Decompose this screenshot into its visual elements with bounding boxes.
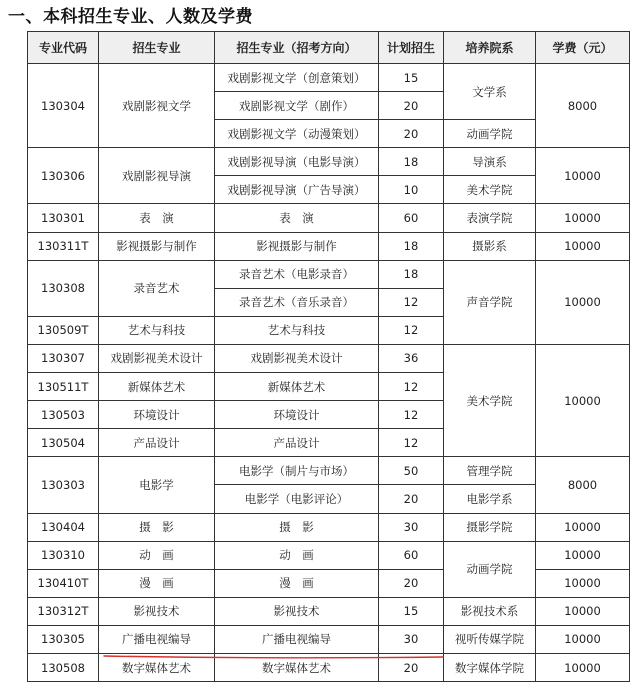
fee-cell: 10000 (536, 513, 630, 541)
plan-cell: 20 (379, 569, 444, 597)
code-cell: 130305 (28, 625, 99, 653)
table-row (28, 541, 630, 569)
code-cell: 130508 (28, 653, 99, 681)
plan-cell: 20 (379, 485, 444, 513)
major-cell: 电影学 (99, 457, 215, 513)
direction-cell: 动 画 (215, 541, 379, 569)
plan-cell: 12 (379, 401, 444, 429)
dept-cell: 摄影学院 (444, 513, 536, 541)
plan-cell: 12 (379, 373, 444, 401)
header-fee: 学费（元） (536, 32, 630, 64)
major-cell: 新媒体艺术 (99, 373, 215, 401)
major-cell: 艺术与科技 (99, 316, 215, 344)
direction-cell: 漫 画 (215, 569, 379, 597)
direction-cell: 表 演 (215, 204, 379, 232)
table-row (28, 232, 630, 260)
major-cell: 戏剧影视文学 (99, 64, 215, 148)
dept-cell: 数字媒体学院 (444, 653, 536, 681)
major-cell: 戏剧影视导演 (99, 148, 215, 204)
fee-cell: 10000 (536, 148, 630, 204)
plan-cell: 12 (379, 288, 444, 316)
major-cell: 产品设计 (99, 429, 215, 457)
header-direction: 招生专业（招考方向） (215, 32, 379, 64)
code-cell: 130312T (28, 597, 99, 625)
direction-cell: 环境设计 (215, 401, 379, 429)
table-row (28, 513, 630, 541)
major-cell: 表 演 (99, 204, 215, 232)
direction-cell: 电影学（电影评论） (215, 485, 379, 513)
fee-cell: 10000 (536, 232, 630, 260)
dept-cell: 影视技术系 (444, 597, 536, 625)
table-row (28, 569, 630, 597)
direction-cell: 戏剧影视美术设计 (215, 344, 379, 372)
fee-cell: 10000 (536, 541, 630, 569)
plan-cell: 12 (379, 316, 444, 344)
major-cell: 数字媒体艺术 (99, 653, 215, 681)
major-cell: 影视技术 (99, 597, 215, 625)
direction-cell: 戏剧影视文学（动漫策划） (215, 120, 379, 148)
table-row (28, 457, 630, 485)
fee-cell: 10000 (536, 260, 630, 344)
major-cell: 戏剧影视美术设计 (99, 344, 215, 372)
table-row (28, 625, 630, 653)
enrollment-table (27, 31, 630, 682)
dept-cell: 美术学院 (444, 176, 536, 204)
fee-cell: 10000 (536, 344, 630, 456)
fee-cell: 8000 (536, 64, 630, 148)
direction-cell: 摄 影 (215, 513, 379, 541)
table-row (28, 204, 630, 232)
plan-cell: 20 (379, 653, 444, 681)
table-row (28, 148, 630, 176)
plan-cell: 36 (379, 344, 444, 372)
plan-cell: 30 (379, 513, 444, 541)
direction-cell: 电影学（制片与市场） (215, 457, 379, 485)
direction-cell: 广播电视编导 (215, 625, 379, 653)
code-cell: 130301 (28, 204, 99, 232)
plan-cell: 60 (379, 204, 444, 232)
code-cell: 130304 (28, 64, 99, 148)
code-cell: 130310 (28, 541, 99, 569)
major-cell: 广播电视编导 (99, 625, 215, 653)
direction-cell: 影视技术 (215, 597, 379, 625)
dept-cell: 声音学院 (444, 260, 536, 344)
header-major: 招生专业 (99, 32, 215, 64)
fee-cell: 10000 (536, 204, 630, 232)
major-cell: 动 画 (99, 541, 215, 569)
dept-cell: 导演系 (444, 148, 536, 176)
direction-cell: 录音艺术（电影录音） (215, 260, 379, 288)
code-cell: 130308 (28, 260, 99, 316)
direction-cell: 戏剧影视导演（广告导演） (215, 176, 379, 204)
fee-cell: 10000 (536, 625, 630, 653)
major-cell: 环境设计 (99, 401, 215, 429)
dept-cell: 动画学院 (444, 120, 536, 148)
section-title: 一、本科招生专业、人数及学费 (8, 7, 253, 27)
plan-cell: 18 (379, 232, 444, 260)
plan-cell: 10 (379, 176, 444, 204)
direction-cell: 产品设计 (215, 429, 379, 457)
plan-cell: 50 (379, 457, 444, 485)
table-row (28, 260, 630, 288)
fee-cell: 8000 (536, 457, 630, 513)
dept-cell: 表演学院 (444, 204, 536, 232)
code-cell: 130303 (28, 457, 99, 513)
direction-cell: 影视摄影与制作 (215, 232, 379, 260)
direction-cell: 录音艺术（音乐录音） (215, 288, 379, 316)
direction-cell: 戏剧影视导演（电影导演） (215, 148, 379, 176)
code-cell: 130504 (28, 429, 99, 457)
plan-cell: 18 (379, 148, 444, 176)
code-cell: 130307 (28, 344, 99, 372)
dept-cell: 美术学院 (444, 344, 536, 456)
fee-cell: 10000 (536, 597, 630, 625)
header-code: 专业代码 (28, 32, 99, 64)
code-cell: 130509T (28, 316, 99, 344)
plan-cell: 30 (379, 625, 444, 653)
plan-cell: 18 (379, 260, 444, 288)
dept-cell: 管理学院 (444, 457, 536, 485)
fee-cell: 10000 (536, 569, 630, 597)
table-row (28, 597, 630, 625)
dept-cell: 文学系 (444, 64, 536, 120)
plan-cell: 60 (379, 541, 444, 569)
table-row (28, 653, 630, 681)
code-cell: 130503 (28, 401, 99, 429)
plan-cell: 12 (379, 429, 444, 457)
header-plan: 计划招生 (379, 32, 444, 64)
major-cell: 录音艺术 (99, 260, 215, 316)
plan-cell: 15 (379, 597, 444, 625)
major-cell: 摄 影 (99, 513, 215, 541)
dept-cell: 动画学院 (444, 541, 536, 597)
table-header-row (28, 32, 630, 64)
direction-cell: 艺术与科技 (215, 316, 379, 344)
dept-cell: 视听传媒学院 (444, 625, 536, 653)
direction-cell: 戏剧影视文学（剧作） (215, 92, 379, 120)
dept-cell: 电影学系 (444, 485, 536, 513)
code-cell: 130311T (28, 232, 99, 260)
plan-cell: 20 (379, 92, 444, 120)
plan-cell: 20 (379, 120, 444, 148)
table-row (28, 344, 630, 372)
direction-cell: 数字媒体艺术 (215, 653, 379, 681)
direction-cell: 新媒体艺术 (215, 373, 379, 401)
table-row (28, 64, 630, 92)
major-cell: 影视摄影与制作 (99, 232, 215, 260)
code-cell: 130306 (28, 148, 99, 204)
fee-cell: 10000 (536, 653, 630, 681)
plan-cell: 15 (379, 64, 444, 92)
code-cell: 130511T (28, 373, 99, 401)
major-cell: 漫 画 (99, 569, 215, 597)
direction-cell: 戏剧影视文学（创意策划） (215, 64, 379, 92)
dept-cell: 摄影系 (444, 232, 536, 260)
code-cell: 130410T (28, 569, 99, 597)
code-cell: 130404 (28, 513, 99, 541)
header-dept: 培养院系 (444, 32, 536, 64)
